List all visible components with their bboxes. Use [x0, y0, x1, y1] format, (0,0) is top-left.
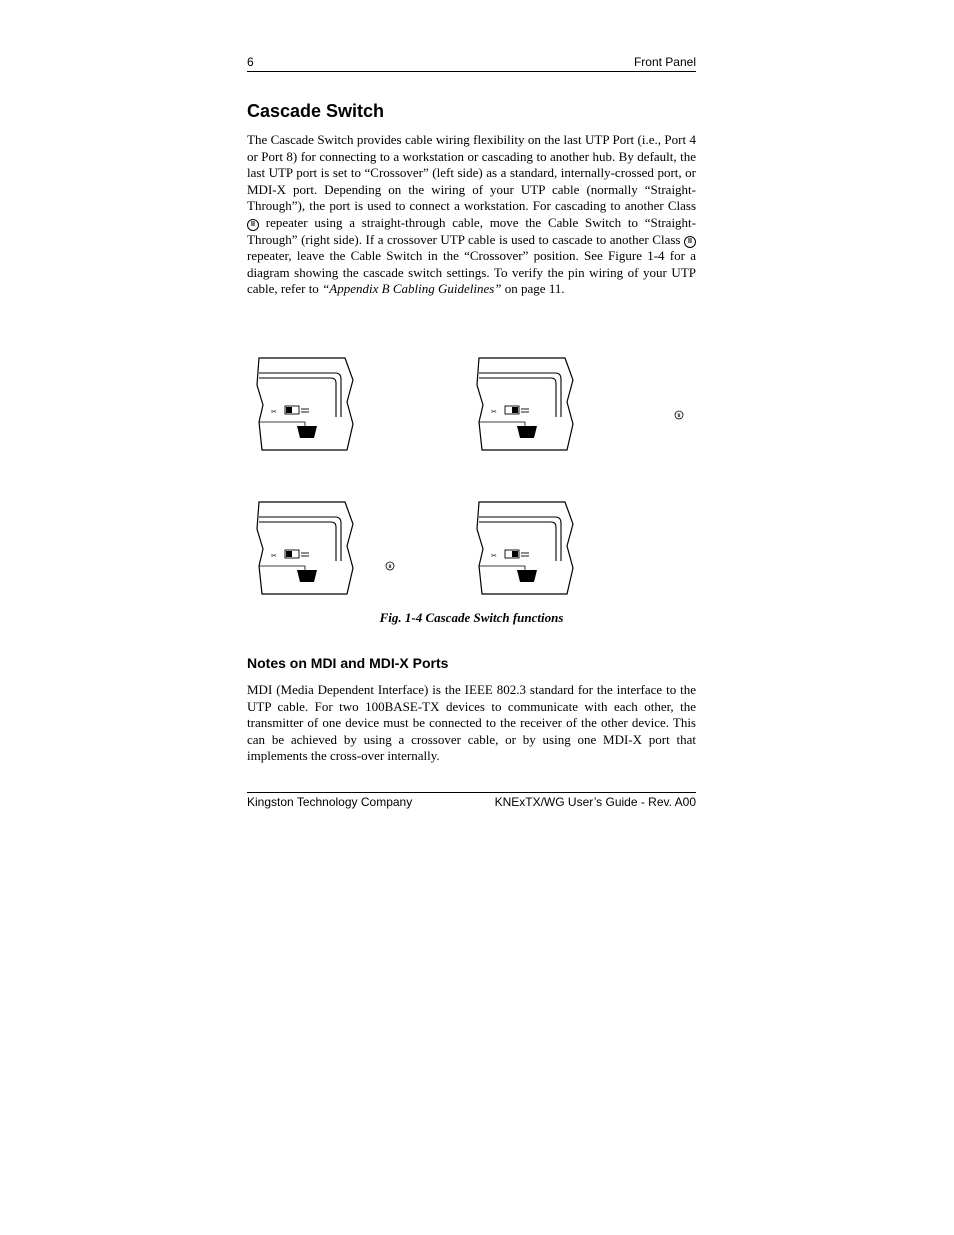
class-ii-symbol: II: [247, 219, 259, 231]
cascade-text-c: repeater, leave the Cable Switch in the “Crossover” position. See Figure 1-4 for a diagram showing the cascade switch settings. To verify the pin wiring of your UTP cable, refer to: [247, 248, 696, 297]
switch-unit-crossover-bottom: [257, 502, 353, 594]
appendix-reference: “Appendix B Cabling Guidelines”: [322, 281, 502, 297]
footer-guide-title: KNExTX/WG User’s Guide - Rev. A00: [494, 795, 696, 809]
cascade-switch-heading: Cascade Switch: [247, 101, 385, 121]
switch-unit-straight-bottom: [477, 502, 573, 594]
mdi-notes-paragraph: MDI (Media Dependent Interface) is the IEEE 802.3 standard for the interface to the UTP cable. For two 100BASE-TX devices to communicate with each other, the transmitter of one device must be connected to the receiver of the other device. This can be achieved by using a crossover cable, or by using one MDI-X port that implements the cross-over internally.: [247, 682, 696, 764]
switch-unit-crossover-top: [257, 358, 353, 450]
cascade-text-b: repeater using a straight-through cable, move the Cable Switch to “Straight-Through” (right side). If a crossover UTP cable is used to cascade to another Class: [247, 214, 696, 247]
cascade-switch-paragraph: [247, 132, 696, 298]
class-ii-mark-top: [675, 411, 683, 419]
svg-text:II: II: [388, 564, 392, 569]
cascade-text-a: The Cascade Switch provides cable wiring flexibility on the last UTP Port (i.e., Port 4 or Port 8) for connecting to a workstation or cascading to another hub. By default, the last UTP port is set to “Crossover” (left side) as a standard, internally-crossed port, or MDI-X port. Depending on the wiring of your UTP cable (normally “Straight-Through”), the port is used to connect a workstation. For cascading to another Class: [247, 132, 696, 214]
class-ii-mark-bottom: [386, 562, 394, 570]
page-header: [247, 55, 696, 72]
figure-caption: Fig. 1-4 Cascade Switch functions: [379, 610, 564, 625]
svg-text:II: II: [677, 413, 681, 418]
page-number: 6: [247, 55, 254, 69]
section-title: Front Panel: [633, 55, 696, 69]
class-ii-symbol: II: [684, 236, 696, 248]
cascade-switch-figure: [247, 350, 707, 600]
footer-company: Kingston Technology Company: [247, 795, 413, 809]
mdi-notes-heading: Notes on MDI and MDI-X Ports: [247, 655, 449, 671]
cascade-text-d: on page 11.: [504, 281, 565, 297]
page-footer: [247, 792, 696, 810]
switch-unit-straight-top: [477, 358, 573, 450]
